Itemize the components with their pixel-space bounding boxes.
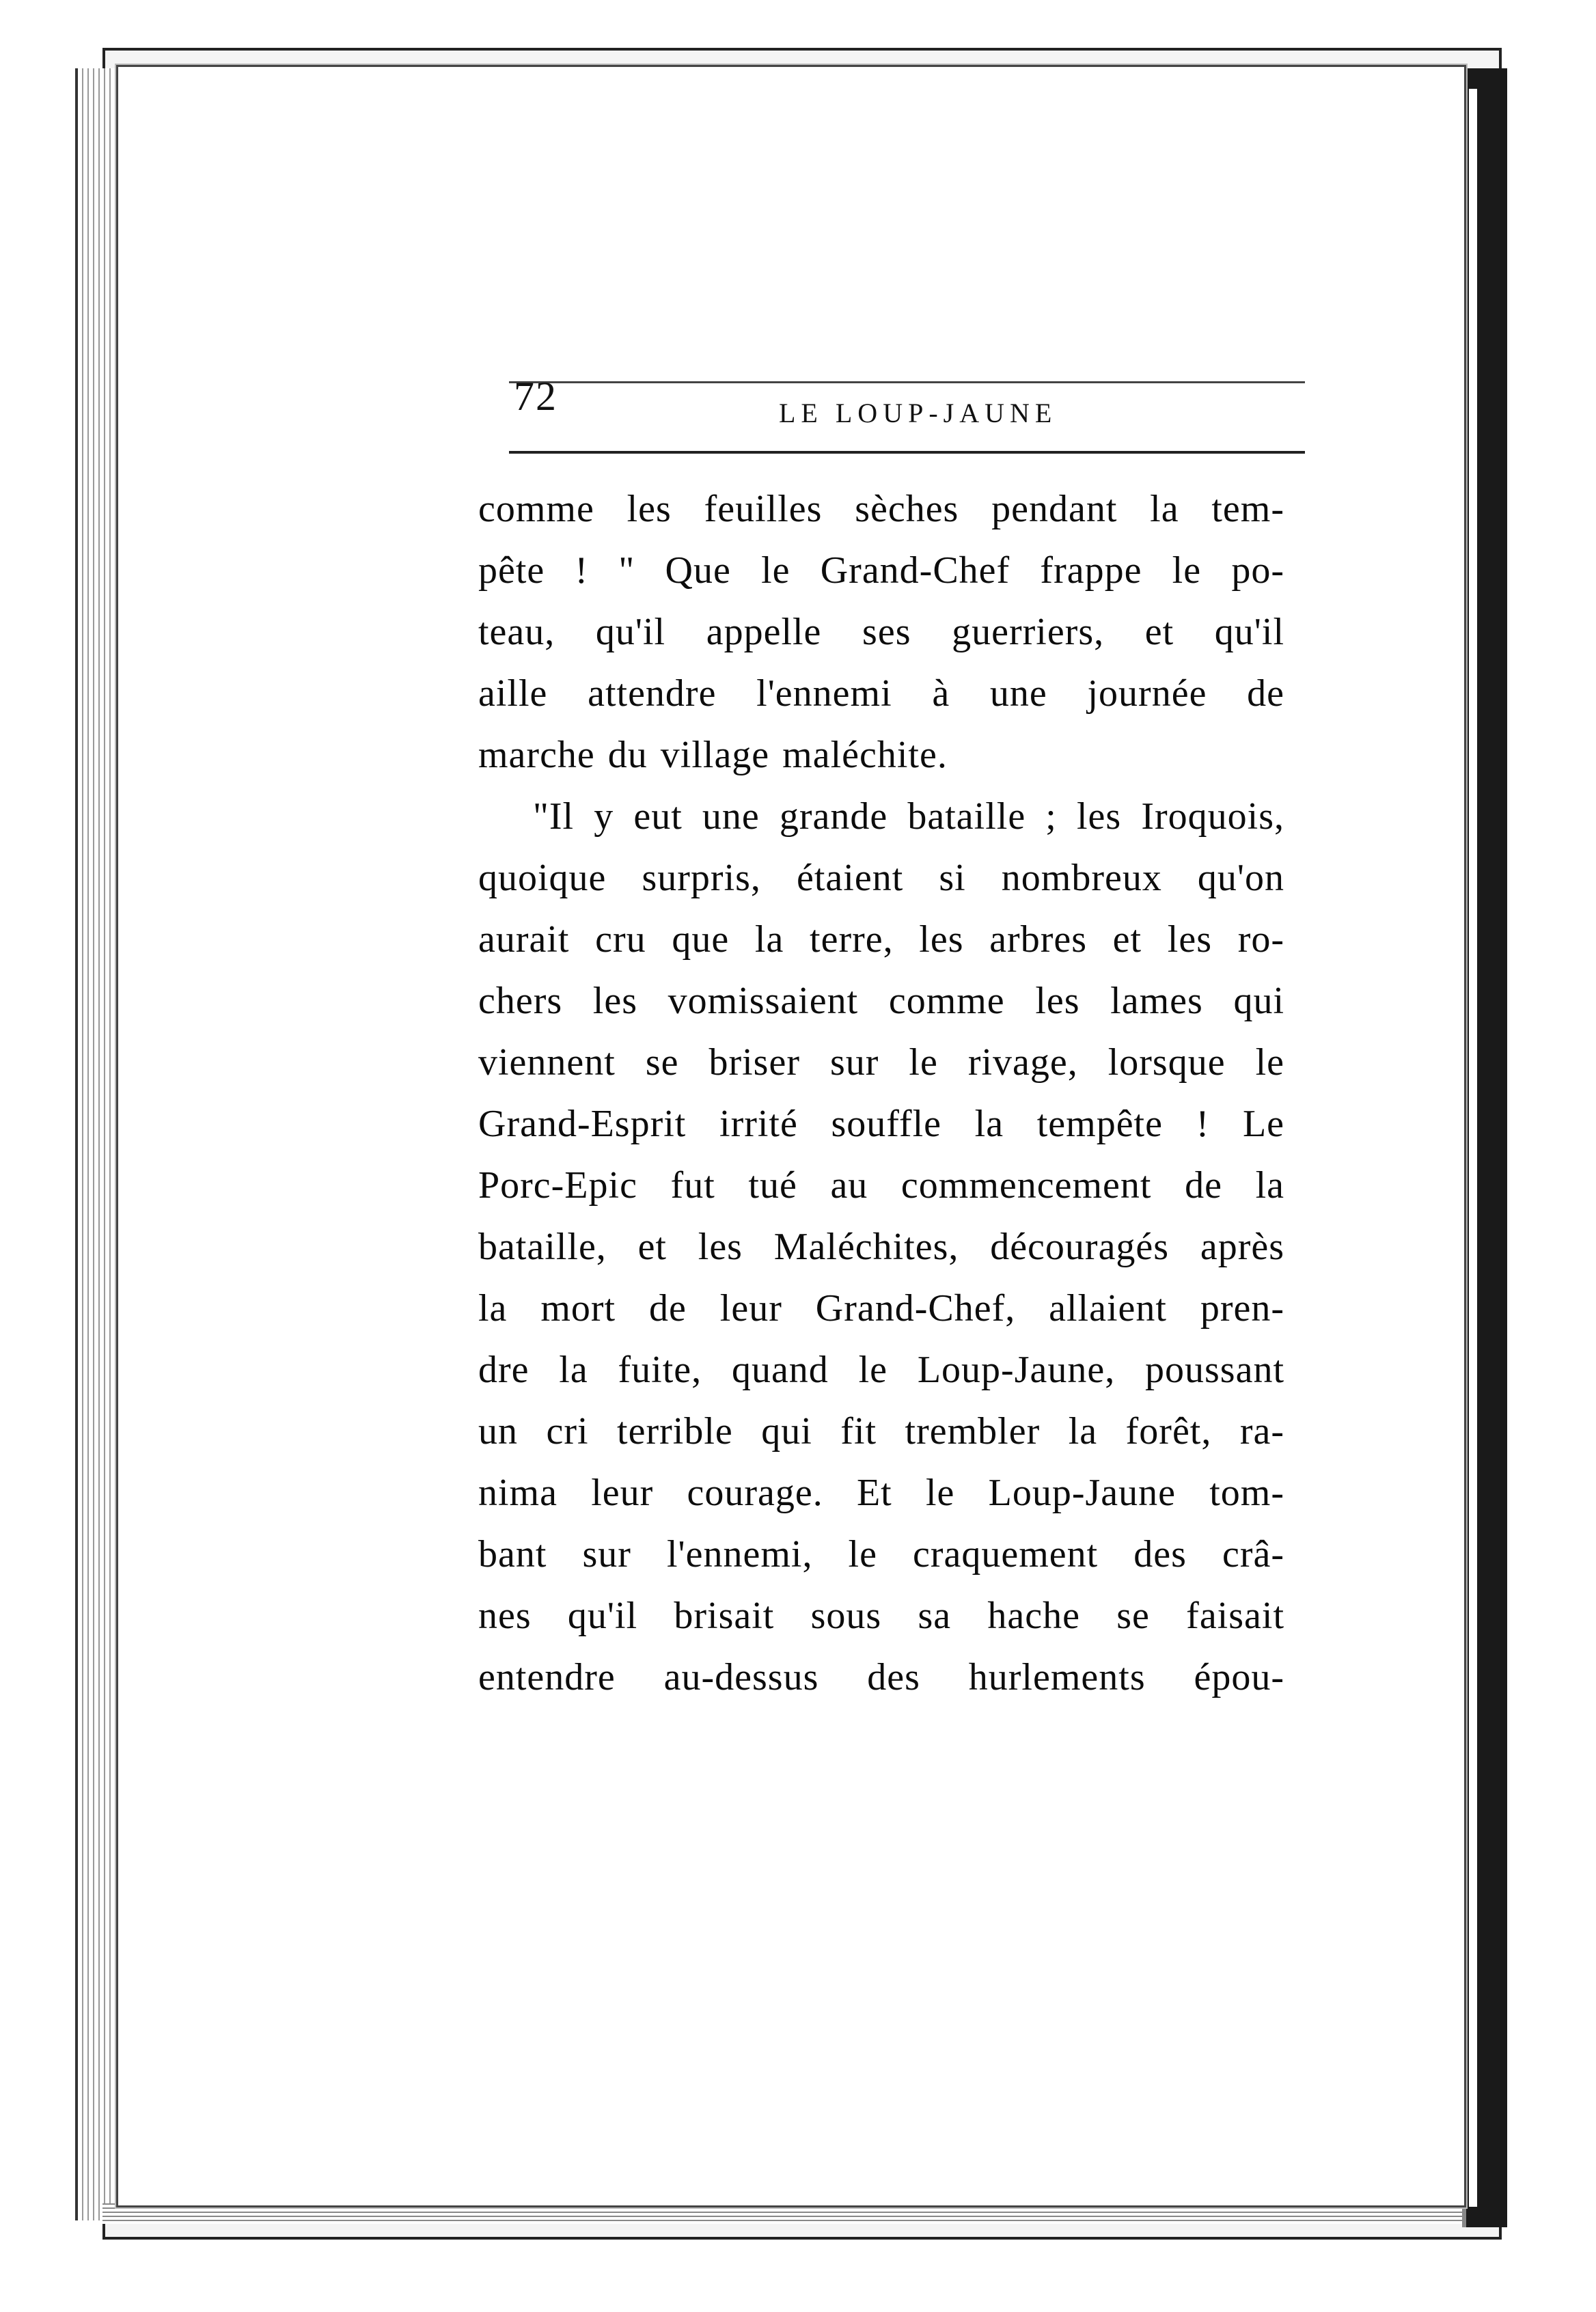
book-right-cover-edge xyxy=(1469,89,1477,2207)
text-line: nima leur courage. Et le Loup-Jaune tom- xyxy=(478,1472,1284,1514)
text-line: nes qu'il brisait sous sa hache se faisait xyxy=(478,1595,1284,1637)
text-line: teau, qu'il appelle ses guerriers, et qu'il xyxy=(478,611,1284,653)
text-line: viennent se briser sur le rivage, lorsque le xyxy=(478,1041,1284,1084)
text-line: Porc-Epic fut tué au commencement de la xyxy=(478,1164,1284,1207)
text-line: aille attendre l'ennemi à une journée de xyxy=(478,672,1284,715)
page-number: 72 xyxy=(514,374,558,419)
text-line: pête ! " Que le Grand-Chef frappe le po- xyxy=(478,549,1284,592)
text-line: bant sur l'ennemi, le craquement des crâ- xyxy=(478,1533,1284,1575)
text-line: Grand-Esprit irrité souffle la tempête ! Le xyxy=(478,1103,1284,1145)
text-line: dre la fuite, quand le Loup-Jaune, poussant xyxy=(478,1349,1284,1391)
running-title: LE LOUP-JAUNE xyxy=(779,398,1058,428)
header-rule-bottom xyxy=(509,451,1305,454)
text-line: comme les feuilles sèches pendant la tem- xyxy=(478,488,1284,530)
text-line: quoique surpris, étaient si nombreux qu'on xyxy=(478,857,1284,899)
text-line: aurait cru que la terre, les arbres et les ro- xyxy=(478,918,1284,961)
text-line: "Il y eut une grande bataille ; les Iroquois, xyxy=(533,795,1284,838)
text-line: la mort de leur Grand-Chef, allaient pren- xyxy=(478,1287,1284,1330)
text-line: marche du village maléchite. xyxy=(478,734,948,776)
header-rule-top xyxy=(509,381,1305,383)
text-line: un cri terrible qui fit trembler la forêt, ra- xyxy=(478,1410,1284,1453)
text-line: entendre au-dessus des hurlements épou- xyxy=(478,1656,1284,1698)
text-line: chers les vomissaient comme les lames qui xyxy=(478,980,1284,1022)
page-stack-edge xyxy=(75,68,119,2220)
body-text xyxy=(478,478,1284,1708)
text-line: bataille, et les Maléchites, découragés après xyxy=(478,1226,1284,1268)
